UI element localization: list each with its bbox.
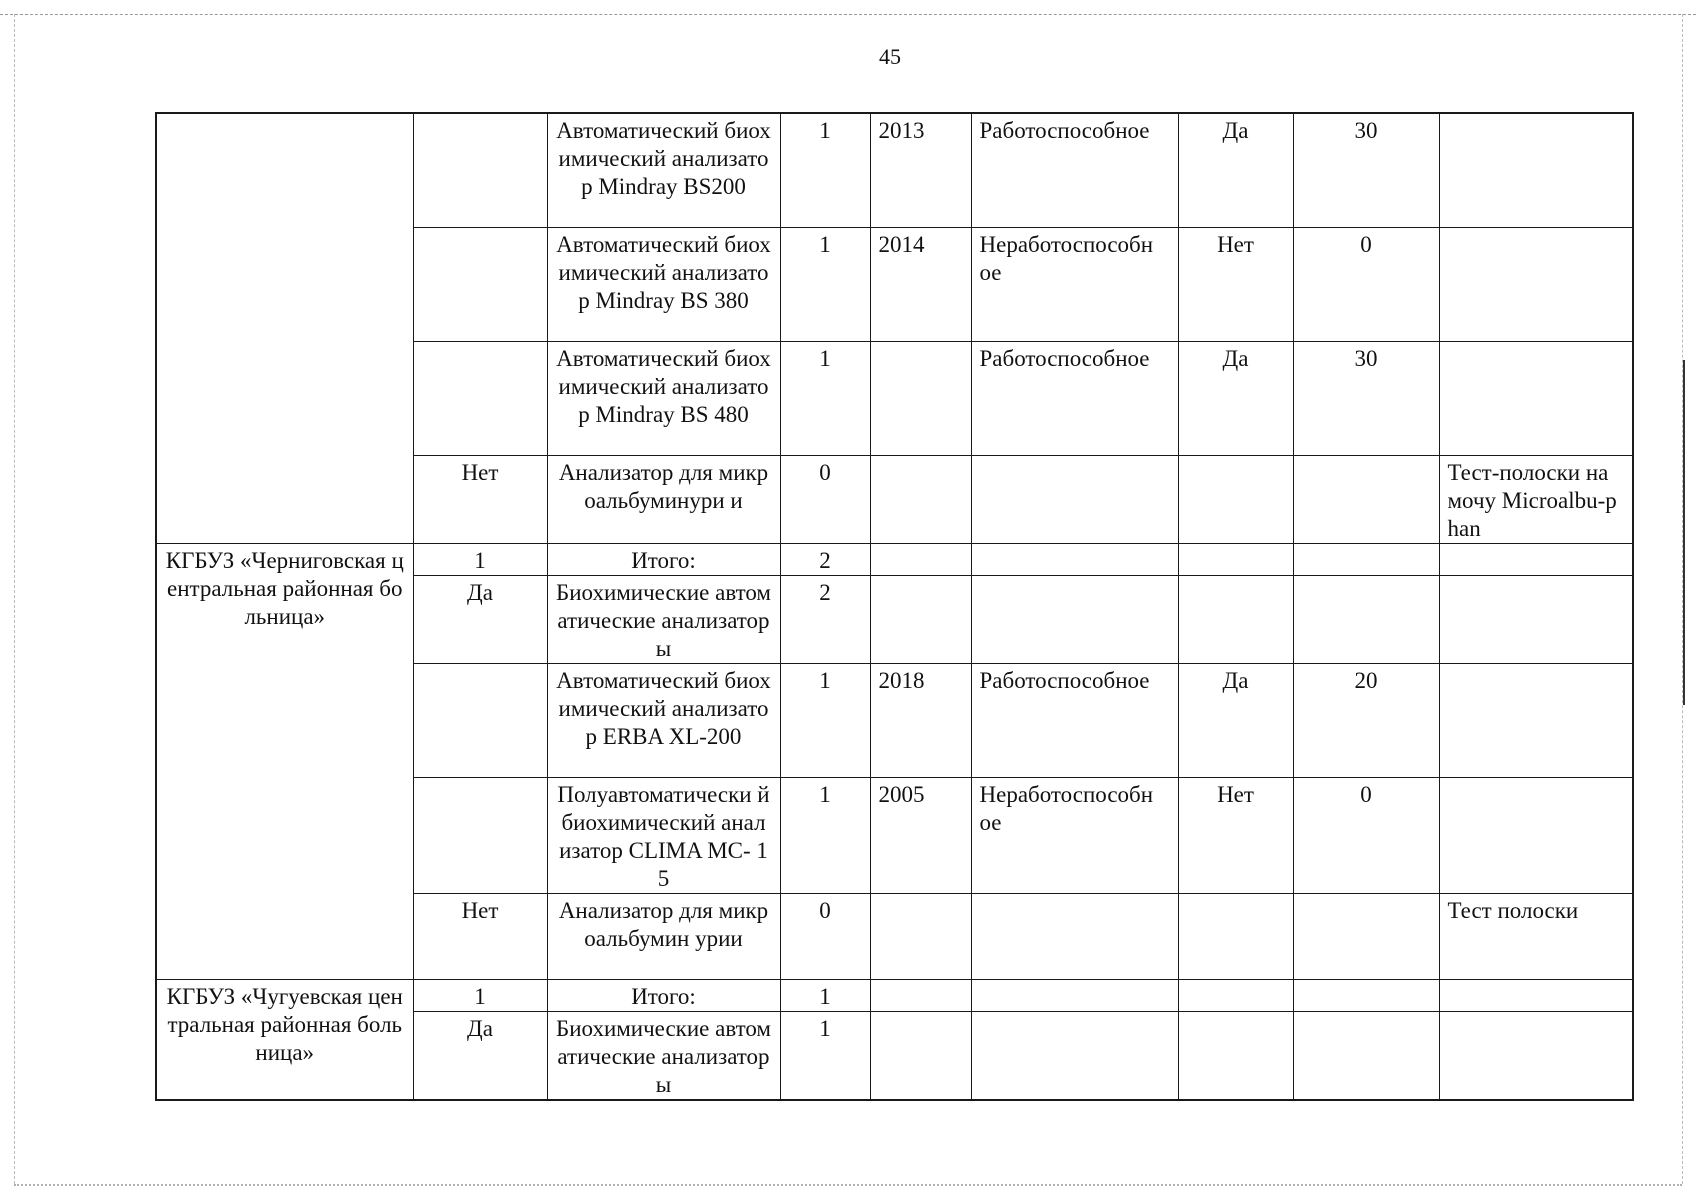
status-cell: Работоспособное <box>971 664 1178 778</box>
flag-cell <box>413 228 547 342</box>
year-cell <box>870 1012 971 1101</box>
note-cell <box>1439 113 1633 228</box>
org-cell <box>156 113 413 544</box>
equipment-name-cell: Итого: <box>547 544 780 576</box>
operational-cell <box>1178 544 1293 576</box>
table-row <box>156 980 1633 1012</box>
year-cell: 2018 <box>870 664 971 778</box>
note-cell: Тест полоски <box>1439 894 1633 980</box>
value-cell: 0 <box>1293 778 1439 894</box>
quantity-cell: 2 <box>780 576 870 664</box>
equipment-name-cell: Анализатор для микроальбуминури и <box>547 456 780 544</box>
operational-cell: Да <box>1178 342 1293 456</box>
org-cell: КГБУЗ «Чугуевская центральная районная больница» <box>156 980 413 1101</box>
equipment-name-cell: Биохимические автоматические анализаторы <box>547 1012 780 1101</box>
note-cell <box>1439 342 1633 456</box>
flag-cell: Нет <box>413 456 547 544</box>
note-cell <box>1439 228 1633 342</box>
note-cell <box>1439 1012 1633 1101</box>
flag-cell <box>413 113 547 228</box>
quantity-cell: 1 <box>780 342 870 456</box>
flag-cell: Нет <box>413 894 547 980</box>
operational-cell: Нет <box>1178 228 1293 342</box>
flag-cell: Да <box>413 1012 547 1101</box>
value-cell: 30 <box>1293 342 1439 456</box>
year-cell <box>870 576 971 664</box>
equipment-name-cell: Итого: <box>547 980 780 1012</box>
flag-cell: 1 <box>413 980 547 1012</box>
note-cell <box>1439 980 1633 1012</box>
operational-cell <box>1178 456 1293 544</box>
page-number: 45 <box>879 44 901 69</box>
value-cell: 30 <box>1293 113 1439 228</box>
quantity-cell: 1 <box>780 980 870 1012</box>
status-cell: Работоспособное <box>971 342 1178 456</box>
year-cell <box>870 456 971 544</box>
quantity-cell: 1 <box>780 228 870 342</box>
year-cell: 2005 <box>870 778 971 894</box>
operational-cell: Нет <box>1178 778 1293 894</box>
year-cell: 2013 <box>870 113 971 228</box>
year-cell <box>870 980 971 1012</box>
equipment-name-cell: Полуавтоматически й биохимический анализатор CLIMA MC- 15 <box>547 778 780 894</box>
note-cell: Тест-полоски на мочу Microalbu-phan <box>1439 456 1633 544</box>
equipment-name-cell: Автоматический биохимический анализатор ERBA XL-200 <box>547 664 780 778</box>
note-cell <box>1439 664 1633 778</box>
status-cell <box>971 544 1178 576</box>
quantity-cell: 1 <box>780 664 870 778</box>
year-cell: 2014 <box>870 228 971 342</box>
org-cell: КГБУЗ «Черниговская центральная районная больница» <box>156 544 413 980</box>
value-cell <box>1293 576 1439 664</box>
status-cell: Работоспособное <box>971 113 1178 228</box>
scan-border-top <box>0 14 1696 15</box>
flag-cell <box>413 778 547 894</box>
operational-cell <box>1178 1012 1293 1101</box>
flag-cell <box>413 342 547 456</box>
scan-border-left <box>14 14 15 1184</box>
quantity-cell: 1 <box>780 1012 870 1101</box>
value-cell <box>1293 1012 1439 1101</box>
value-cell: 20 <box>1293 664 1439 778</box>
note-cell <box>1439 544 1633 576</box>
quantity-cell: 1 <box>780 778 870 894</box>
operational-cell <box>1178 894 1293 980</box>
scan-border-bottom <box>14 1184 1682 1186</box>
equipment-name-cell: Автоматический биохимический анализатор Mindray BS 480 <box>547 342 780 456</box>
equipment-name-cell: Анализатор для микроальбумин урии <box>547 894 780 980</box>
operational-cell: Да <box>1178 664 1293 778</box>
equipment-name-cell: Автоматический биохимический анализатор Mindray BS 380 <box>547 228 780 342</box>
scan-margin-mark <box>1683 360 1685 705</box>
equipment-table <box>155 112 1634 1101</box>
flag-cell <box>413 664 547 778</box>
flag-cell: Да <box>413 576 547 664</box>
year-cell <box>870 544 971 576</box>
status-cell <box>971 980 1178 1012</box>
value-cell <box>1293 894 1439 980</box>
year-cell <box>870 894 971 980</box>
equipment-name-cell: Автоматический биохимический анализатор Mindray BS200 <box>547 113 780 228</box>
quantity-cell: 0 <box>780 894 870 980</box>
year-cell <box>870 342 971 456</box>
operational-cell <box>1178 980 1293 1012</box>
equipment-name-cell: Биохимические автоматические анализаторы <box>547 576 780 664</box>
status-cell <box>971 894 1178 980</box>
table-row <box>156 113 1633 228</box>
value-cell: 0 <box>1293 228 1439 342</box>
status-cell: Неработоспособн ое <box>971 778 1178 894</box>
note-cell <box>1439 778 1633 894</box>
flag-cell: 1 <box>413 544 547 576</box>
status-cell <box>971 576 1178 664</box>
status-cell: Неработоспособн ое <box>971 228 1178 342</box>
quantity-cell: 1 <box>780 113 870 228</box>
operational-cell: Да <box>1178 113 1293 228</box>
quantity-cell: 0 <box>780 456 870 544</box>
value-cell <box>1293 456 1439 544</box>
quantity-cell: 2 <box>780 544 870 576</box>
value-cell <box>1293 544 1439 576</box>
operational-cell <box>1178 576 1293 664</box>
note-cell <box>1439 576 1633 664</box>
status-cell <box>971 456 1178 544</box>
value-cell <box>1293 980 1439 1012</box>
status-cell <box>971 1012 1178 1101</box>
table-row <box>156 544 1633 576</box>
